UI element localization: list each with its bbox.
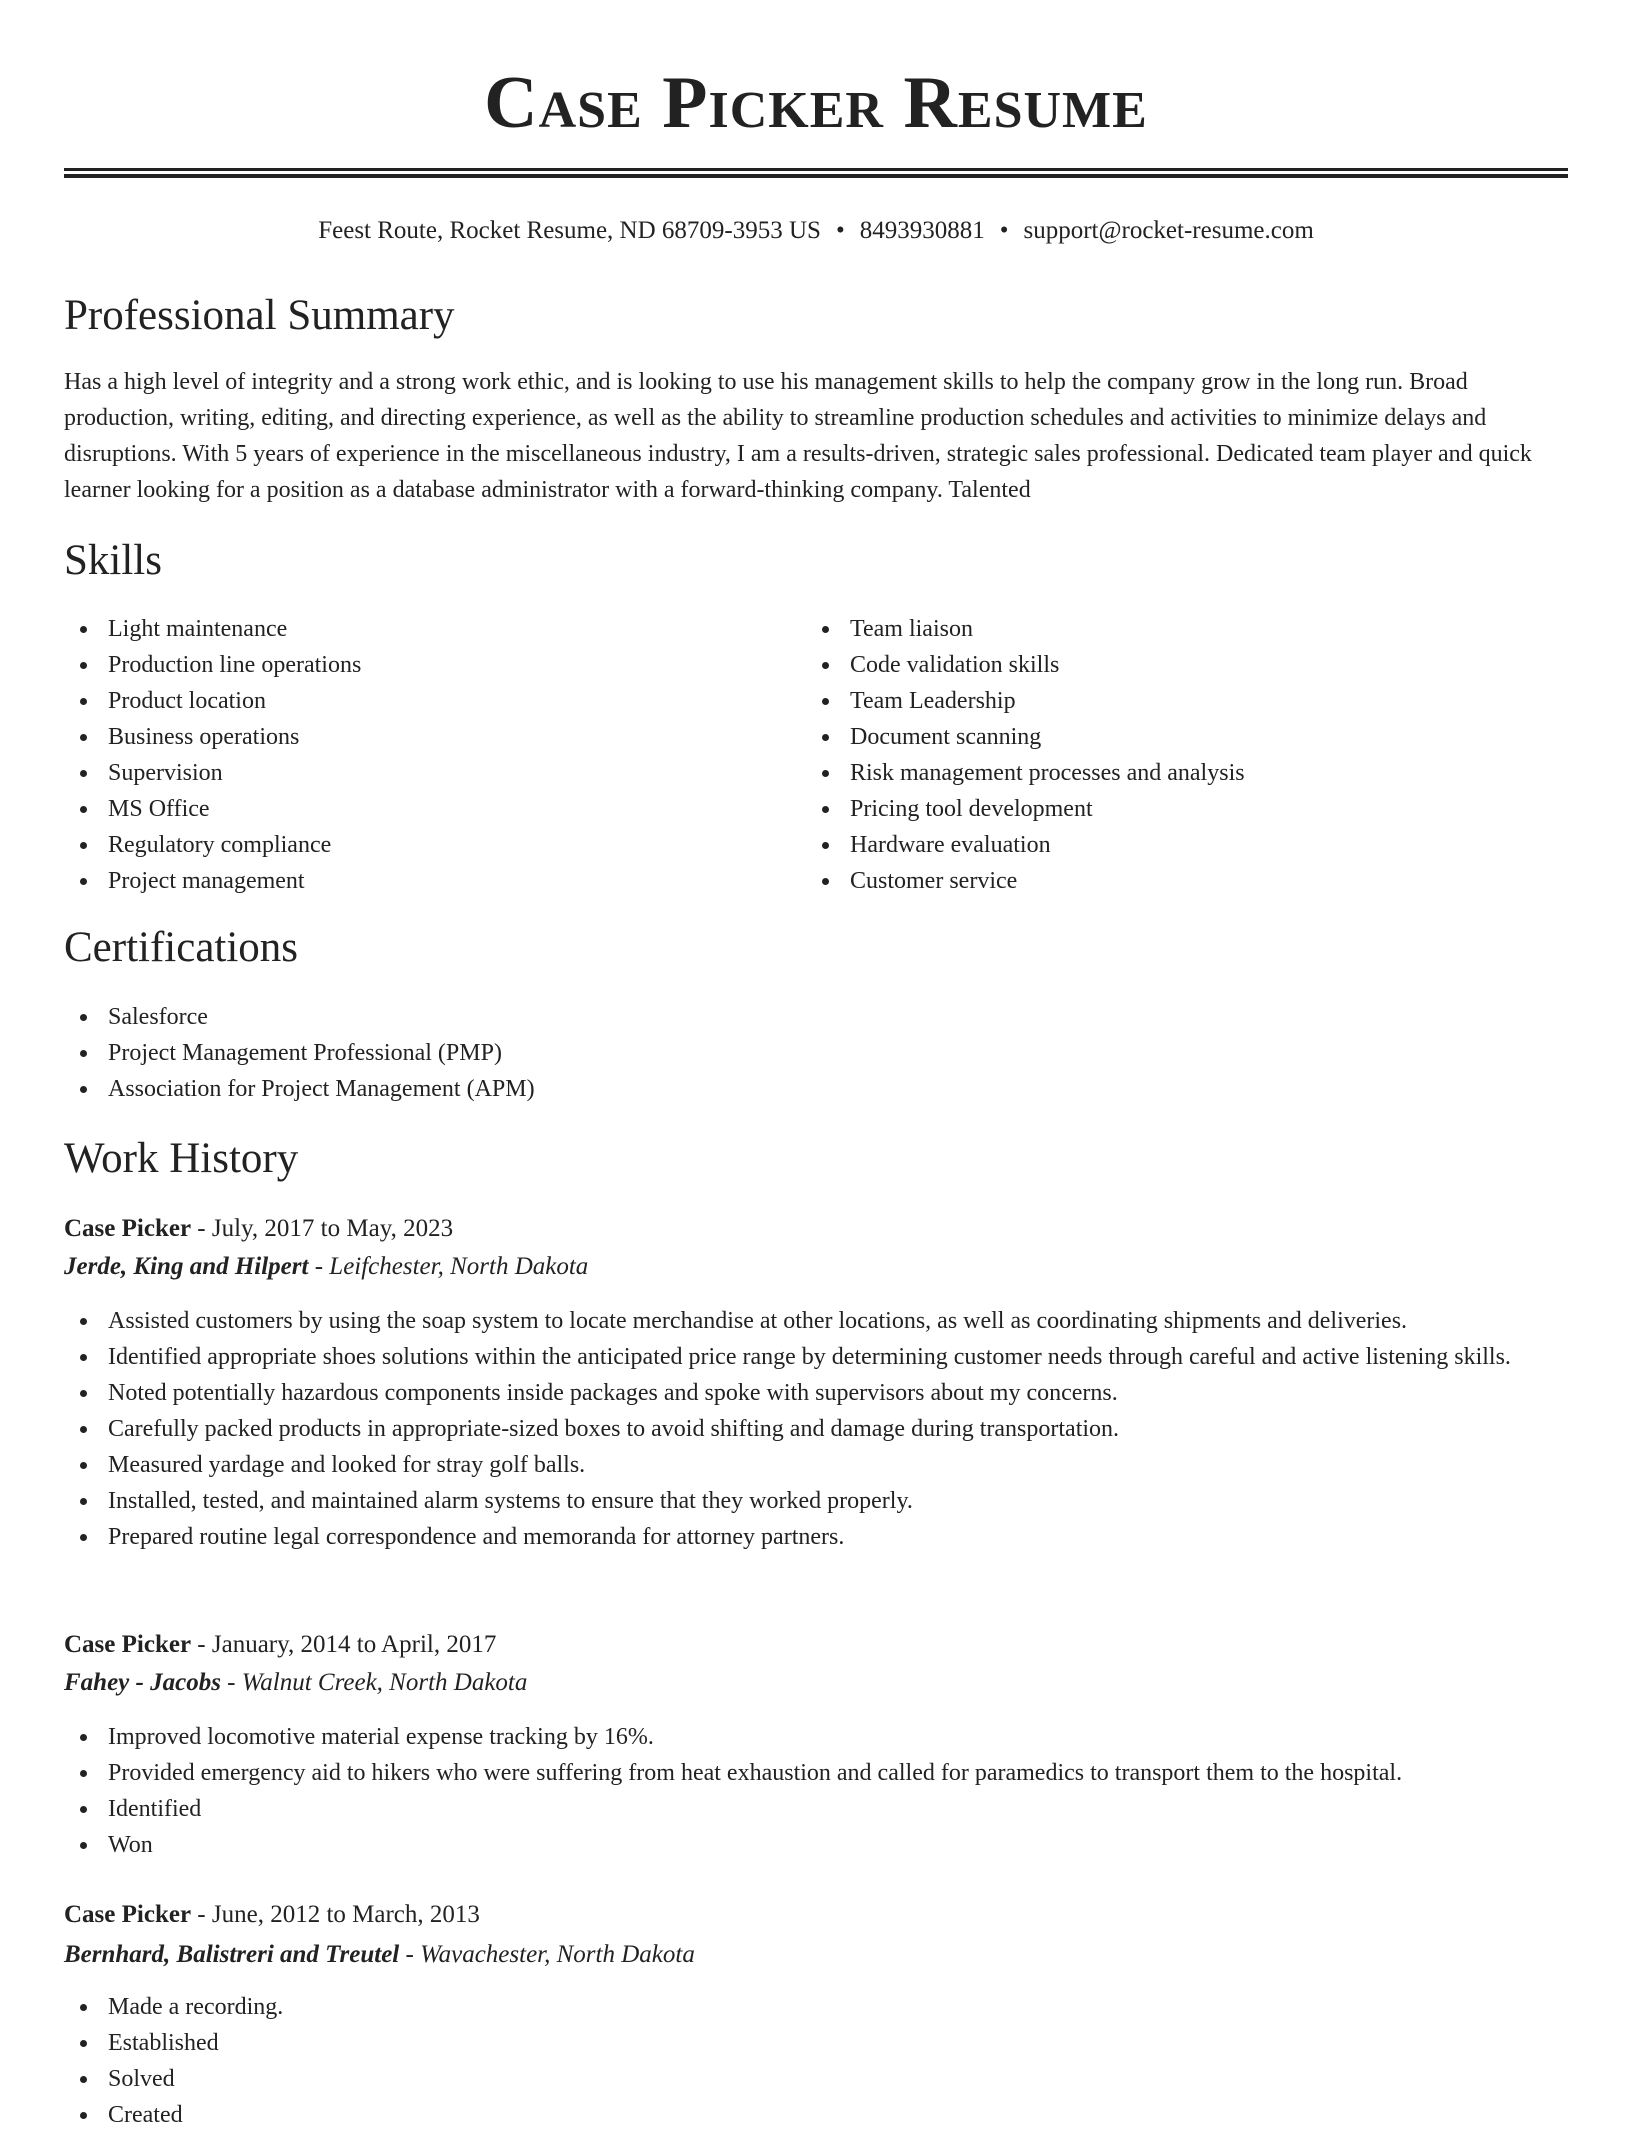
job-company-line	[64, 1249, 588, 1285]
title-rule-bottom	[64, 174, 1568, 178]
list-item: Salesforce	[64, 999, 1568, 1035]
certifications-list	[64, 999, 1568, 1107]
job-role: Case Picker	[64, 1901, 192, 1928]
list-item: Association for Project Management (APM)	[64, 1071, 1568, 1107]
list-item: Team liaison	[806, 611, 1566, 647]
list-item: Identified appropriate shoes solutions within the anticipated price range by determining customer needs through careful and active listening skills.	[64, 1339, 1568, 1375]
job-role: Case Picker	[64, 1215, 192, 1242]
job-title-line	[64, 1211, 453, 1247]
job-location: - Leifchester, North Dakota	[314, 1253, 589, 1280]
resume-title: Case Picker Resume	[484, 62, 1148, 144]
list-item: Light maintenance	[64, 611, 764, 647]
job-dates: - January, 2014 to April, 2017	[197, 1631, 497, 1658]
list-item: Carefully packed products in appropriate-sized boxes to avoid shifting and damage during transportation.	[64, 1411, 1568, 1447]
work-history-heading: Work History	[64, 1135, 299, 1182]
job-dates: - June, 2012 to March, 2013	[197, 1901, 480, 1928]
list-item: Identified	[64, 1791, 1568, 1827]
list-item: Established	[64, 2025, 1568, 2061]
job-title-line	[64, 1627, 496, 1663]
summary-text: Has a high level of integrity and a strong work ethic, and is looking to use his management skills to help the company grow in the long run. Broad production, writing, editing, and directing experience, as well as the ability to streamline production schedules and activities to minimize delays and disruptions. With 5 years of experience in the miscellaneous industry, I am a results-driven, strategic sales professional. Dedicated team player and quick learner looking for a position as a database administrator with a forward-thinking company. Talented	[64, 369, 1532, 503]
summary-heading: Professional Summary	[64, 292, 455, 339]
job-company-line	[64, 1665, 527, 1701]
list-item: Project management	[64, 863, 764, 899]
contact-separator: •	[999, 217, 1009, 244]
contact-email: support@rocket-resume.com	[1023, 217, 1314, 244]
list-item: Regulatory compliance	[64, 827, 764, 863]
job-company: Bernhard, Balistreri and Treutel	[64, 1941, 400, 1968]
certifications-heading: Certifications	[64, 924, 299, 971]
job-company: Fahey - Jacobs	[64, 1669, 221, 1696]
list-item: Improved locomotive material expense tracking by 16%.	[64, 1719, 1568, 1755]
list-item: MS Office	[64, 791, 764, 827]
list-item: Customer service	[806, 863, 1566, 899]
list-item: Risk management processes and analysis	[806, 755, 1566, 791]
skills-heading: Skills	[64, 537, 162, 584]
job-bullets	[64, 1303, 1568, 1555]
job-company-line	[64, 1937, 695, 1973]
list-item: Provided emergency aid to hikers who were suffering from heat exhaustion and called for paramedics to transport them to the hospital.	[64, 1755, 1568, 1791]
list-item: Team Leadership	[806, 683, 1566, 719]
job-bullets	[64, 1989, 1568, 2133]
list-item: Business operations	[64, 719, 764, 755]
skills-list-right	[806, 611, 1566, 899]
list-item: Production line operations	[64, 647, 764, 683]
resume-page	[64, 0, 1568, 2128]
contact-separator: •	[835, 217, 845, 244]
list-item: Noted potentially hazardous components inside packages and spoke with supervisors about my concerns.	[64, 1375, 1568, 1411]
list-item: Supervision	[64, 755, 764, 791]
job-location: - Walnut Creek, North Dakota	[227, 1669, 528, 1696]
list-item: Pricing tool development	[806, 791, 1566, 827]
list-item: Made a recording.	[64, 1989, 1568, 2025]
list-item: Created	[64, 2097, 1568, 2133]
list-item: Measured yardage and looked for stray golf balls.	[64, 1447, 1568, 1483]
skills-list-left	[64, 611, 764, 899]
contact-line	[64, 213, 1568, 249]
title-rule-top	[64, 168, 1568, 171]
job-dates: - July, 2017 to May, 2023	[197, 1215, 454, 1242]
job-role: Case Picker	[64, 1631, 192, 1658]
list-item: Won	[64, 1827, 1568, 1863]
job-title-line	[64, 1897, 480, 1933]
list-item: Solved	[64, 2061, 1568, 2097]
contact-address: Feest Route, Rocket Resume, ND 68709-3953 US	[318, 217, 821, 244]
job-location: - Wavachester, North Dakota	[405, 1941, 695, 1968]
list-item: Installed, tested, and maintained alarm systems to ensure that they worked properly.	[64, 1483, 1568, 1519]
contact-phone: 8493930881	[859, 217, 985, 244]
list-item: Code validation skills	[806, 647, 1566, 683]
list-item: Product location	[64, 683, 764, 719]
list-item: Project Management Professional (PMP)	[64, 1035, 1568, 1071]
job-company: Jerde, King and Hilpert	[64, 1253, 309, 1280]
list-item: Prepared routine legal correspondence and memoranda for attorney partners.	[64, 1519, 1568, 1555]
list-item: Assisted customers by using the soap system to locate merchandise at other locations, as well as coordinating shipments and deliveries.	[64, 1303, 1568, 1339]
list-item: Document scanning	[806, 719, 1566, 755]
list-item: Hardware evaluation	[806, 827, 1566, 863]
job-bullets	[64, 1719, 1568, 1863]
